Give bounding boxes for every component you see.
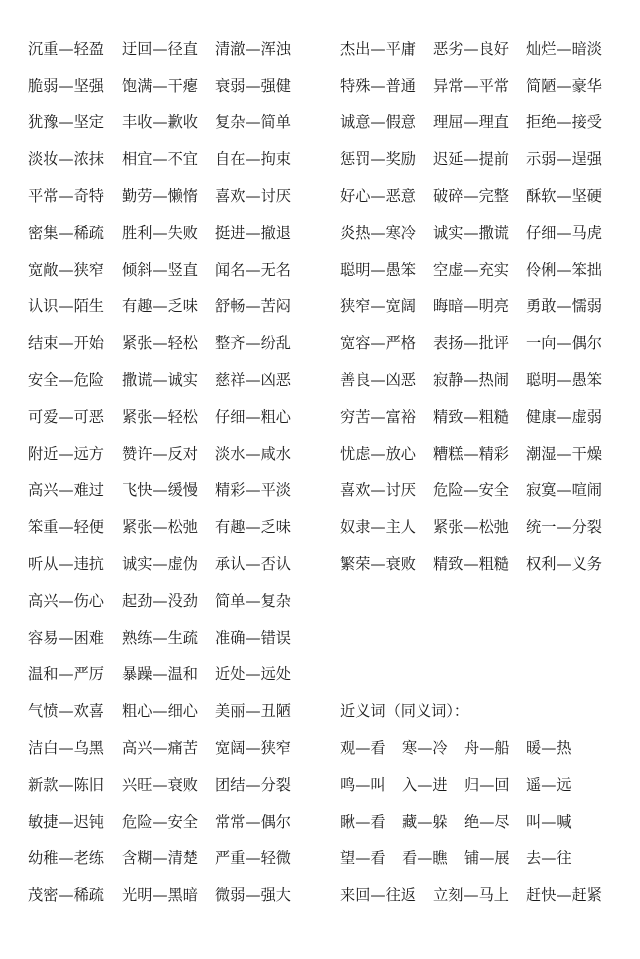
antonym-pair: 勇敢—懦弱 <box>526 297 602 316</box>
antonym-pair: 迂回—径直 <box>122 39 198 58</box>
synonym-pair: 舟—船 <box>464 739 510 758</box>
antonym-pair: 杰出—平庸 <box>340 39 416 58</box>
antonym-pair: 仔细—马虎 <box>526 223 602 242</box>
synonym-pair: 鸣—叫 <box>340 775 386 794</box>
antonym-row <box>340 508 630 545</box>
antonym-pair: 安全—危险 <box>28 371 104 390</box>
antonym-pair: 诚实—撒谎 <box>433 223 509 242</box>
antonym-pair: 起劲—没劲 <box>122 591 198 610</box>
synonym-row <box>340 876 630 913</box>
antonym-pair: 宽阔—狭窄 <box>215 739 291 758</box>
antonym-row <box>340 30 630 67</box>
synonym-pair: 归—回 <box>464 775 510 794</box>
antonym-row <box>28 214 323 251</box>
synonym-pair: 暖—热 <box>526 739 572 758</box>
antonym-pair: 清澈—浑浊 <box>215 39 291 58</box>
antonym-row <box>28 104 323 141</box>
antonym-pair: 含糊—清楚 <box>122 849 198 868</box>
antonym-pair: 光明—黑暗 <box>122 886 198 905</box>
antonym-row <box>340 140 630 177</box>
antonym-pair: 潮湿—干燥 <box>526 444 602 463</box>
synonyms-heading: 近义词（同义词）： <box>340 702 470 721</box>
antonym-pair: 紧张—轻松 <box>122 334 198 353</box>
antonym-pair: 有趣—乏味 <box>122 297 198 316</box>
antonym-pair: 精致—粗糙 <box>433 555 509 574</box>
antonym-pair: 统一—分裂 <box>526 518 602 537</box>
antonym-pair: 健康—虚弱 <box>526 407 602 426</box>
antonym-row <box>340 214 630 251</box>
antonym-pair: 宽容—严格 <box>340 334 416 353</box>
antonym-pair: 好心—恶意 <box>340 187 416 206</box>
antonym-pair: 听从—违抗 <box>28 555 104 574</box>
antonym-row <box>340 398 630 435</box>
antonym-pair: 糟糕—精彩 <box>433 444 509 463</box>
antonym-pair: 穷苦—富裕 <box>340 407 416 426</box>
antonym-pair: 忧虑—放心 <box>340 444 416 463</box>
synonym-list <box>340 729 630 876</box>
antonym-pair: 挺进—撤退 <box>215 223 291 242</box>
synonym-row <box>340 840 630 877</box>
antonym-pair: 整齐—纷乱 <box>215 334 291 353</box>
antonym-pair: 密集—稀疏 <box>28 223 104 242</box>
antonym-row <box>28 582 323 619</box>
antonym-pair: 犹豫—坚定 <box>28 113 104 132</box>
antonym-pair: 危险—安全 <box>433 481 509 500</box>
antonym-pair: 衰弱—强健 <box>215 76 291 95</box>
antonym-pair: 伶俐—笨拙 <box>526 260 602 279</box>
antonym-row <box>340 361 630 398</box>
antonym-pair: 暴躁—温和 <box>122 665 198 684</box>
antonym-pair: 敏捷—迟钝 <box>28 812 104 831</box>
antonym-row <box>28 67 323 104</box>
antonym-pair: 常常—偶尔 <box>215 812 291 831</box>
antonym-pair: 飞快—缓慢 <box>122 481 198 500</box>
antonym-pair: 丰收—歉收 <box>122 113 198 132</box>
antonym-row <box>28 876 323 913</box>
antonym-pair: 破碎—完整 <box>433 187 509 206</box>
antonym-row <box>28 435 323 472</box>
antonym-pair: 异常—平常 <box>433 76 509 95</box>
antonym-pair: 简单—复杂 <box>215 591 291 610</box>
antonym-row <box>340 251 630 288</box>
antonym-pair: 淡妆—浓抹 <box>28 150 104 169</box>
antonym-row <box>28 729 323 766</box>
antonym-pair: 寂寞—喧闹 <box>526 481 602 500</box>
antonym-pair: 权利—义务 <box>526 555 602 574</box>
synonym-pair: 望—看 <box>340 849 386 868</box>
antonym-pair: 相宜—不宜 <box>122 150 198 169</box>
antonym-pair: 美丽—丑陋 <box>215 702 291 721</box>
antonym-row <box>28 619 323 656</box>
antonym-pair: 淡水—咸水 <box>215 444 291 463</box>
antonym-row <box>340 177 630 214</box>
antonym-row <box>28 508 323 545</box>
antonym-list-left <box>28 30 323 913</box>
antonym-pair: 诚实—虚伪 <box>122 555 198 574</box>
antonym-pair: 闻名—无名 <box>215 260 291 279</box>
antonym-pair: 酥软—坚硬 <box>526 187 602 206</box>
antonym-pair: 精彩—平淡 <box>215 481 291 500</box>
antonym-pair: 紧张—松弛 <box>122 518 198 537</box>
antonym-pair: 喜欢—讨厌 <box>215 187 291 206</box>
antonym-pair: 容易—困难 <box>28 628 104 647</box>
synonym-row <box>340 729 630 766</box>
antonym-pair: 高兴—难过 <box>28 481 104 500</box>
synonym-pair: 赶快—赶紧 <box>526 886 602 905</box>
antonym-row <box>28 324 323 361</box>
antonym-pair: 慈祥—凶恶 <box>215 371 291 390</box>
antonym-pair: 炎热—寒冷 <box>340 223 416 242</box>
antonym-row <box>340 104 630 141</box>
antonym-pair: 勤劳—懒惰 <box>122 187 198 206</box>
antonym-pair: 近处—远处 <box>215 665 291 684</box>
antonym-row <box>340 545 630 582</box>
antonym-row <box>340 288 630 325</box>
antonym-pair: 团结—分裂 <box>215 775 291 794</box>
antonym-pair: 精致—粗糙 <box>433 407 509 426</box>
antonym-pair: 平常—奇特 <box>28 187 104 206</box>
antonym-pair: 空虚—充实 <box>433 260 509 279</box>
antonym-pair: 可爱—可恶 <box>28 407 104 426</box>
synonym-pair: 叫—喊 <box>526 812 572 831</box>
antonym-rows-right <box>340 30 630 582</box>
antonym-pair: 笨重—轻便 <box>28 518 104 537</box>
antonym-pair: 高兴—伤心 <box>28 591 104 610</box>
antonym-pair: 舒畅—苦闷 <box>215 297 291 316</box>
antonym-pair: 严重—轻微 <box>215 849 291 868</box>
antonym-row <box>28 140 323 177</box>
antonym-row <box>28 398 323 435</box>
antonym-pair: 理屈—理直 <box>433 113 509 132</box>
antonym-row <box>28 840 323 877</box>
synonym-pair: 立刻—马上 <box>433 886 509 905</box>
antonym-pair: 紧张—轻松 <box>122 407 198 426</box>
synonym-pair: 瞅—看 <box>340 812 386 831</box>
antonym-row <box>340 472 630 509</box>
synonym-row <box>340 766 630 803</box>
antonym-pair: 气愤—欢喜 <box>28 702 104 721</box>
antonym-row <box>28 766 323 803</box>
antonym-pair: 表扬—批评 <box>433 334 509 353</box>
antonym-row <box>340 324 630 361</box>
synonym-pair: 观—看 <box>340 739 386 758</box>
antonym-pair: 寂静—热闹 <box>433 371 509 390</box>
antonym-pair: 赞许—反对 <box>122 444 198 463</box>
antonym-row <box>28 803 323 840</box>
antonym-pair: 恶劣—良好 <box>433 39 509 58</box>
antonym-row <box>340 435 630 472</box>
antonym-pair: 胜利—失败 <box>122 223 198 242</box>
antonym-pair: 熟练—生疏 <box>122 628 198 647</box>
antonym-pair: 善良—凶恶 <box>340 371 416 390</box>
antonym-pair: 繁荣—衰败 <box>340 555 416 574</box>
synonym-pair: 入—进 <box>402 775 448 794</box>
antonym-row <box>28 361 323 398</box>
synonym-pair: 遥—远 <box>526 775 572 794</box>
antonym-pair: 撒谎—诚实 <box>122 371 198 390</box>
antonym-pair: 拒绝—接受 <box>526 113 602 132</box>
antonym-row <box>28 177 323 214</box>
antonym-pair: 新款—陈旧 <box>28 775 104 794</box>
antonym-pair: 自在—拘束 <box>215 150 291 169</box>
synonym-pair: 寒—冷 <box>402 739 448 758</box>
antonym-pair: 灿烂—暗淡 <box>526 39 602 58</box>
antonym-pair: 一向—偶尔 <box>526 334 602 353</box>
antonym-pair: 倾斜—竖直 <box>122 260 198 279</box>
antonym-pair: 奴隶—主人 <box>340 518 416 537</box>
synonym-pair: 铺—展 <box>464 849 510 868</box>
antonym-row <box>28 30 323 67</box>
antonym-row <box>28 288 323 325</box>
antonym-pair: 聪明—愚笨 <box>340 260 416 279</box>
antonym-pair: 认识—陌生 <box>28 297 104 316</box>
synonym-pair: 来回—往返 <box>340 886 416 905</box>
antonym-pair: 幼稚—老练 <box>28 849 104 868</box>
antonym-pair: 特殊—普通 <box>340 76 416 95</box>
antonym-pair: 迟延—提前 <box>433 150 509 169</box>
antonym-pair: 狭窄—宽阔 <box>340 297 416 316</box>
blank-spacer <box>340 582 630 692</box>
antonym-pair: 承认—否认 <box>215 555 291 574</box>
antonym-pair: 宽敞—狭窄 <box>28 260 104 279</box>
antonym-row <box>28 656 323 693</box>
antonym-pair: 紧张—松弛 <box>433 518 509 537</box>
antonym-pair: 聪明—愚笨 <box>526 371 602 390</box>
antonym-row <box>28 472 323 509</box>
antonym-pair: 洁白—乌黑 <box>28 739 104 758</box>
antonym-pair: 诚意—假意 <box>340 113 416 132</box>
synonym-pair: 藏—躲 <box>402 812 448 831</box>
synonym-pair: 去—往 <box>526 849 572 868</box>
antonym-pair: 附近—远方 <box>28 444 104 463</box>
antonym-pair: 结束—开始 <box>28 334 104 353</box>
antonym-row <box>340 67 630 104</box>
antonym-pair: 示弱—逞强 <box>526 150 602 169</box>
antonym-pair: 脆弱—坚强 <box>28 76 104 95</box>
synonym-pair: 绝—尽 <box>464 812 510 831</box>
antonym-pair: 惩罚—奖励 <box>340 150 416 169</box>
antonym-pair: 饱满—干瘪 <box>122 76 198 95</box>
antonym-pair: 温和—严厉 <box>28 665 104 684</box>
synonym-pair: 看—瞧 <box>402 849 448 868</box>
antonym-pair: 简陋—豪华 <box>526 76 602 95</box>
antonym-list-right <box>340 30 630 913</box>
antonym-pair: 兴旺—衰败 <box>122 775 198 794</box>
antonym-pair: 仔细—粗心 <box>215 407 291 426</box>
antonym-pair: 复杂—简单 <box>215 113 291 132</box>
antonym-pair: 高兴—痛苦 <box>122 739 198 758</box>
antonym-pair: 沉重—轻盈 <box>28 39 104 58</box>
antonym-pair: 喜欢—讨厌 <box>340 481 416 500</box>
antonym-pair: 危险—安全 <box>122 812 198 831</box>
antonym-pair: 粗心—细心 <box>122 702 198 721</box>
antonym-pair: 有趣—乏味 <box>215 518 291 537</box>
antonym-pair: 微弱—强大 <box>215 886 291 905</box>
antonym-pair: 准确—错误 <box>215 628 291 647</box>
antonym-pair: 茂密—稀疏 <box>28 886 104 905</box>
antonym-row <box>28 251 323 288</box>
antonym-pair: 晦暗—明亮 <box>433 297 509 316</box>
antonym-row <box>28 692 323 729</box>
antonym-row <box>28 545 323 582</box>
synonym-row <box>340 803 630 840</box>
